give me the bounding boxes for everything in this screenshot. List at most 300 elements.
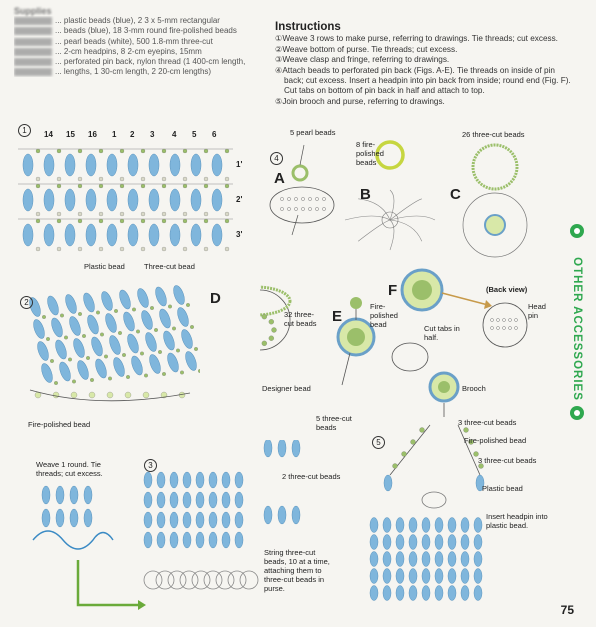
figure-3-step: 3 bbox=[144, 455, 157, 473]
label-plastic-bead: Plastic bead bbox=[84, 262, 125, 271]
bead-shape bbox=[120, 149, 124, 153]
bead-shape bbox=[108, 377, 112, 381]
bead-shape bbox=[78, 212, 82, 216]
label-designer-bead: Designer bead bbox=[262, 384, 311, 393]
bead-shape bbox=[396, 569, 404, 584]
bead-shape bbox=[144, 374, 148, 378]
bead-shape bbox=[141, 177, 145, 181]
bead-shape bbox=[90, 378, 94, 382]
thread-curve bbox=[33, 531, 113, 549]
bead-shape bbox=[111, 356, 126, 378]
bead-shape bbox=[99, 184, 103, 188]
figure-1-weave-diagram bbox=[8, 120, 270, 285]
bead-shape bbox=[409, 586, 417, 601]
bead-shape bbox=[171, 285, 186, 306]
bead-shape bbox=[54, 381, 58, 385]
bead-shape bbox=[45, 295, 60, 317]
bead-shape bbox=[39, 362, 54, 384]
bead-shape bbox=[409, 518, 417, 533]
bead-shape bbox=[57, 247, 61, 251]
section-tab bbox=[567, 222, 587, 422]
bead-shape bbox=[370, 586, 378, 601]
bead-shape bbox=[264, 506, 272, 524]
row-label: 2' bbox=[236, 195, 243, 204]
bead-shape bbox=[65, 189, 75, 211]
label-three-cut-bead: Three-cut bead bbox=[144, 262, 195, 271]
bead-shape bbox=[84, 486, 92, 504]
bead-shape bbox=[31, 318, 46, 340]
bead-shape bbox=[222, 472, 230, 488]
bead-shape bbox=[409, 535, 417, 550]
bead-shape bbox=[122, 353, 126, 357]
bead-shape bbox=[128, 189, 138, 211]
column-number: 2 bbox=[130, 130, 135, 139]
bead-shape bbox=[209, 512, 217, 528]
bead-shape bbox=[72, 380, 76, 384]
bead-shape bbox=[36, 177, 40, 181]
bead-shape bbox=[67, 315, 82, 337]
bead-shape bbox=[196, 512, 204, 528]
bead-shape bbox=[141, 184, 145, 188]
label-two-three-cut: 2 three-cut beads bbox=[282, 472, 341, 481]
instruction-step: ⑤Join brooch and purse, referring to drawings. bbox=[275, 96, 445, 106]
bead-shape bbox=[78, 149, 82, 153]
hole-shape bbox=[322, 197, 325, 200]
bead-shape bbox=[204, 247, 208, 251]
bead-shape bbox=[383, 518, 391, 533]
bead-shape bbox=[180, 371, 184, 375]
bead-shape bbox=[262, 341, 267, 346]
bead-shape bbox=[162, 219, 166, 223]
loop-shape bbox=[228, 571, 246, 589]
bead-shape bbox=[225, 212, 229, 216]
loop-shape bbox=[192, 571, 210, 589]
bead-shape bbox=[435, 518, 443, 533]
figure-4-step: 4 bbox=[270, 148, 283, 166]
label-plastic-bead: Plastic bead bbox=[482, 484, 523, 493]
hole-shape bbox=[491, 319, 494, 322]
bead-shape bbox=[57, 219, 61, 223]
bead-shape bbox=[162, 247, 166, 251]
bead-shape bbox=[157, 512, 165, 528]
bead-shape bbox=[168, 305, 172, 309]
bead-shape bbox=[409, 552, 417, 567]
thread-curve bbox=[390, 216, 435, 220]
label-string-note: String three-cut beads, 10 at a time, attaching them to three-cut beads in purse. bbox=[264, 548, 330, 593]
bead-shape bbox=[64, 336, 68, 340]
hole-shape bbox=[509, 327, 512, 330]
bead-shape bbox=[128, 154, 138, 176]
bead-shape bbox=[212, 224, 222, 246]
bead-shape bbox=[99, 219, 103, 223]
bead-shape bbox=[143, 331, 158, 353]
bead-shape bbox=[183, 212, 187, 216]
bead-shape bbox=[402, 452, 407, 457]
hole-shape bbox=[280, 207, 283, 210]
hole-shape bbox=[509, 319, 512, 322]
bead-shape bbox=[36, 184, 40, 188]
bead-shape bbox=[60, 314, 64, 318]
bead-shape bbox=[86, 189, 96, 211]
bead-shape bbox=[46, 337, 50, 341]
bead-shape bbox=[36, 149, 40, 153]
bead-shape bbox=[183, 492, 191, 508]
hole-shape bbox=[301, 197, 304, 200]
bead-shape bbox=[170, 154, 180, 176]
label-three-cut: 3 three-cut beads bbox=[478, 456, 537, 465]
bead-shape bbox=[44, 224, 54, 246]
bead-shape bbox=[23, 224, 33, 246]
fig-letter: D bbox=[210, 290, 221, 307]
column-number: 4 bbox=[172, 130, 177, 139]
hole-shape bbox=[515, 319, 518, 322]
bead-shape bbox=[36, 247, 40, 251]
bead-shape bbox=[179, 328, 194, 350]
hole-shape bbox=[301, 207, 304, 210]
fig-letter: F bbox=[388, 282, 398, 299]
bead-shape bbox=[170, 472, 178, 488]
bead-shape bbox=[272, 328, 277, 333]
loop-shape bbox=[156, 571, 174, 589]
instruction-step: ①Weave 3 rows to make purse, referring to drawings. Tie threads; cut excess. bbox=[275, 34, 558, 44]
label-brooch: Brooch bbox=[462, 384, 486, 393]
bead-shape bbox=[107, 392, 113, 398]
hole-shape bbox=[294, 207, 297, 210]
bead-shape bbox=[209, 532, 217, 548]
bead-shape bbox=[422, 518, 430, 533]
bead-shape bbox=[50, 359, 54, 363]
bead-shape bbox=[57, 212, 61, 216]
bead-shape bbox=[78, 177, 82, 181]
bead-shape bbox=[118, 331, 122, 335]
bead-shape bbox=[474, 535, 482, 550]
loop-shape bbox=[144, 571, 162, 589]
hole-shape bbox=[322, 207, 325, 210]
bead-shape bbox=[264, 440, 272, 457]
bead-shape bbox=[235, 512, 243, 528]
thread-curve bbox=[345, 216, 390, 220]
fig-letter: E bbox=[332, 308, 343, 325]
bead-shape bbox=[63, 293, 78, 315]
tab-dot-icon bbox=[568, 404, 586, 422]
bead-shape bbox=[409, 569, 417, 584]
bead-shape bbox=[448, 518, 456, 533]
bead-shape bbox=[190, 325, 194, 329]
label-weave-note: Weave 1 round. Tie threads; cut excess. bbox=[36, 460, 103, 478]
bead-shape bbox=[370, 535, 378, 550]
bead-shape bbox=[183, 472, 191, 488]
hole-shape bbox=[280, 197, 283, 200]
bead-shape bbox=[435, 535, 443, 550]
bead-shape bbox=[144, 472, 152, 488]
bead-shape bbox=[107, 189, 117, 211]
bead-shape bbox=[144, 492, 152, 508]
instruction-step: ③Weave clasp and fringe, referring to drawings. bbox=[275, 55, 450, 65]
bead-shape bbox=[435, 569, 443, 584]
bead-shape bbox=[36, 212, 40, 216]
bead-shape bbox=[141, 247, 145, 251]
column-number: 1 bbox=[112, 130, 117, 139]
bead-shape bbox=[86, 356, 90, 360]
bead-shape bbox=[139, 309, 154, 331]
bead-shape bbox=[474, 552, 482, 567]
tab-dot-icon bbox=[568, 222, 586, 240]
bead-shape bbox=[42, 486, 50, 504]
bead-shape bbox=[474, 586, 482, 601]
instruction-step: ②Weave bottom of purse. Tie threads; cut excess. bbox=[275, 44, 458, 54]
bead-shape bbox=[120, 247, 124, 251]
bead-shape bbox=[269, 319, 274, 324]
bead-shape bbox=[464, 428, 469, 433]
bead-shape bbox=[107, 334, 122, 356]
column-number: 14 bbox=[44, 130, 53, 139]
bead-shape bbox=[383, 569, 391, 584]
supplies-line: ... perforated pin back, nylon thread (1 400-cm length, bbox=[14, 57, 264, 67]
bead-shape bbox=[117, 289, 132, 311]
loop-shape bbox=[216, 571, 234, 589]
row-label: 3' bbox=[236, 230, 243, 239]
hole-shape bbox=[315, 197, 318, 200]
bead-shape bbox=[153, 286, 168, 308]
bead-shape bbox=[191, 154, 201, 176]
bead-shape bbox=[204, 149, 208, 153]
clasp-loop bbox=[422, 492, 446, 508]
bead-shape bbox=[170, 512, 178, 528]
bead-shape bbox=[85, 314, 100, 336]
bead-shape bbox=[212, 189, 222, 211]
instructions-title: Instructions bbox=[275, 21, 341, 33]
bead-shape bbox=[53, 392, 59, 398]
bead-shape bbox=[225, 247, 229, 251]
bead-shape bbox=[461, 586, 469, 601]
supplies-line: ... plastic beads (blue), 2 3 x 5-mm rectangular bbox=[14, 16, 264, 26]
bead-shape bbox=[435, 586, 443, 601]
bead-shape bbox=[157, 308, 172, 330]
hole-shape bbox=[294, 197, 297, 200]
supplies-line: ... beads (blue), 18 3-mm round fire-polished beads bbox=[14, 26, 264, 36]
bead-shape bbox=[141, 212, 145, 216]
label-fire-polished-bead: Fire-polished bead bbox=[28, 420, 91, 429]
loop-shape bbox=[240, 571, 258, 589]
bead-shape bbox=[81, 292, 96, 314]
bead-shape bbox=[411, 440, 416, 445]
bead-shape bbox=[78, 219, 82, 223]
supplies-title: Supplies bbox=[14, 6, 52, 16]
bead-shape bbox=[157, 472, 165, 488]
figure-5-step: 5 bbox=[372, 432, 385, 450]
bead-shape bbox=[162, 149, 166, 153]
bead-shape bbox=[86, 154, 96, 176]
hole-shape bbox=[308, 197, 311, 200]
bead-shape bbox=[461, 552, 469, 567]
hole-shape bbox=[497, 319, 500, 322]
bead-shape bbox=[235, 492, 243, 508]
bead-shape bbox=[107, 224, 117, 246]
bead-shape bbox=[183, 184, 187, 188]
bead-shape bbox=[89, 392, 95, 398]
bead-shape bbox=[191, 224, 201, 246]
thread-curve bbox=[390, 220, 422, 241]
bead-shape bbox=[370, 569, 378, 584]
hole-shape bbox=[497, 327, 500, 330]
bead-shape bbox=[132, 308, 136, 312]
bead-shape bbox=[157, 532, 165, 548]
bead-shape bbox=[222, 492, 230, 508]
bead-shape bbox=[129, 355, 144, 377]
bead-shape bbox=[150, 306, 154, 310]
hole-shape bbox=[308, 207, 311, 210]
bead-shape bbox=[183, 247, 187, 251]
bead-shape bbox=[461, 518, 469, 533]
bead-shape bbox=[420, 428, 425, 433]
bead-shape bbox=[393, 464, 398, 469]
bead-shape bbox=[135, 287, 150, 309]
instruction-step: ④Attach beads to perforated pin back (Figs. A-E). Tie threads on inside of pin back; cut excess. Insert a headpin into pin back from inside; round end (Fig. F). Cut tabs on bottom of pin back in half and attach to top. bbox=[275, 65, 571, 96]
fig-letter: C bbox=[450, 186, 461, 203]
bead-shape bbox=[162, 184, 166, 188]
label-back-view: (Back view) bbox=[486, 285, 528, 294]
bead-shape bbox=[474, 569, 482, 584]
bead-shape bbox=[125, 392, 131, 398]
supplies-line: ... lengths, 1 30-cm length, 2 20-cm lengths) bbox=[14, 67, 264, 77]
bead-shape bbox=[149, 224, 159, 246]
hole-shape bbox=[315, 207, 318, 210]
bead-shape bbox=[183, 532, 191, 548]
bead-shape bbox=[99, 149, 103, 153]
label-cut-tabs: Cut tabs in half. bbox=[424, 324, 460, 342]
bead-shape bbox=[383, 552, 391, 567]
bead-shape bbox=[172, 327, 176, 331]
bead-shape bbox=[99, 177, 103, 181]
label-fire-polished: Fire-polished bead bbox=[464, 436, 527, 445]
figure-2-step: 2 bbox=[20, 292, 33, 310]
hole-shape bbox=[287, 207, 290, 210]
bead-shape bbox=[78, 247, 82, 251]
bead-shape bbox=[120, 212, 124, 216]
label-pearl-beads: 5 pearl beads bbox=[290, 128, 336, 137]
fig-letter: B bbox=[360, 186, 371, 203]
bead-shape bbox=[235, 472, 243, 488]
bead-shape bbox=[183, 177, 187, 181]
bead-shape bbox=[141, 219, 145, 223]
bead-shape bbox=[157, 492, 165, 508]
bead-shape bbox=[175, 306, 190, 328]
instructions bbox=[275, 22, 575, 107]
bead-shape bbox=[78, 184, 82, 188]
label-insert-headpin: Insert headpin into plastic bead. bbox=[486, 512, 548, 530]
bead-shape bbox=[57, 361, 72, 383]
bead-shape bbox=[396, 586, 404, 601]
hole-shape bbox=[287, 197, 290, 200]
bead-shape bbox=[23, 154, 33, 176]
bead-shape bbox=[162, 212, 166, 216]
label-three-cut: 3 three-cut beads bbox=[458, 418, 517, 427]
bead-shape bbox=[36, 219, 40, 223]
bead-shape bbox=[120, 219, 124, 223]
bead-shape bbox=[42, 315, 46, 319]
bead-shape bbox=[128, 224, 138, 246]
fig-letter: A bbox=[274, 170, 285, 187]
bead-shape bbox=[292, 506, 300, 524]
bead-shape bbox=[209, 472, 217, 488]
bead-shape bbox=[140, 352, 144, 356]
bead-shape bbox=[165, 352, 180, 374]
bead-shape bbox=[44, 189, 54, 211]
bead-shape bbox=[396, 535, 404, 550]
bead-shape bbox=[99, 212, 103, 216]
loop-shape bbox=[168, 571, 186, 589]
bead-shape bbox=[103, 312, 118, 334]
bead-shape bbox=[120, 177, 124, 181]
bead-shape bbox=[100, 333, 104, 337]
bead-shape bbox=[278, 506, 286, 524]
hole-shape bbox=[503, 327, 506, 330]
bead-shape bbox=[396, 518, 404, 533]
bead-shape bbox=[225, 149, 229, 153]
bead-shape bbox=[170, 532, 178, 548]
bead-shape bbox=[196, 492, 204, 508]
thread-curve bbox=[390, 190, 394, 220]
label-32-three-cut: 32 three-cut beads bbox=[284, 310, 317, 328]
bead-shape bbox=[204, 184, 208, 188]
bead-shape bbox=[183, 149, 187, 153]
bead-shape bbox=[57, 149, 61, 153]
bead-shape bbox=[422, 535, 430, 550]
bead-shape bbox=[70, 509, 78, 527]
page-number: 75 bbox=[560, 603, 574, 617]
bead-shape bbox=[149, 154, 159, 176]
bead-shape bbox=[448, 535, 456, 550]
column-number: 16 bbox=[88, 130, 97, 139]
label-26-three-cut: 26 three-cut beads bbox=[462, 130, 525, 139]
bead-shape bbox=[154, 328, 158, 332]
bead-shape bbox=[204, 219, 208, 223]
bead-shape bbox=[49, 317, 64, 339]
bead-shape bbox=[149, 189, 159, 211]
bead-shape bbox=[23, 189, 33, 211]
bead-shape bbox=[474, 518, 482, 533]
bead-shape bbox=[383, 586, 391, 601]
bead-shape bbox=[57, 177, 61, 181]
column-number: 3 bbox=[150, 130, 155, 139]
bead-shape bbox=[162, 372, 166, 376]
bead-shape bbox=[186, 303, 190, 307]
bead-shape bbox=[461, 535, 469, 550]
bead-shape bbox=[170, 224, 180, 246]
thread-curve bbox=[358, 220, 390, 241]
bead-shape bbox=[162, 177, 166, 181]
bead-shape bbox=[121, 311, 136, 333]
bead-shape bbox=[235, 532, 243, 548]
bead-shape bbox=[396, 552, 404, 567]
column-number: 6 bbox=[212, 130, 217, 139]
bead-shape bbox=[158, 350, 162, 354]
figure-2-purse-body bbox=[10, 285, 200, 420]
bead-shape bbox=[84, 509, 92, 527]
bead-shape bbox=[448, 552, 456, 567]
bead-shape bbox=[212, 154, 222, 176]
bead-shape bbox=[96, 311, 100, 315]
label-fire-polished-bead: Fire-polished bead bbox=[370, 302, 398, 329]
hole-shape bbox=[491, 327, 494, 330]
bead-shape bbox=[225, 219, 229, 223]
supplies-line: ... pearl beads (white), 500 1.8-mm three-cut bbox=[14, 37, 264, 47]
bead-shape bbox=[99, 290, 114, 312]
bead-shape bbox=[435, 552, 443, 567]
bead-shape bbox=[89, 336, 104, 358]
bead-shape bbox=[209, 492, 217, 508]
bead-shape bbox=[170, 492, 178, 508]
